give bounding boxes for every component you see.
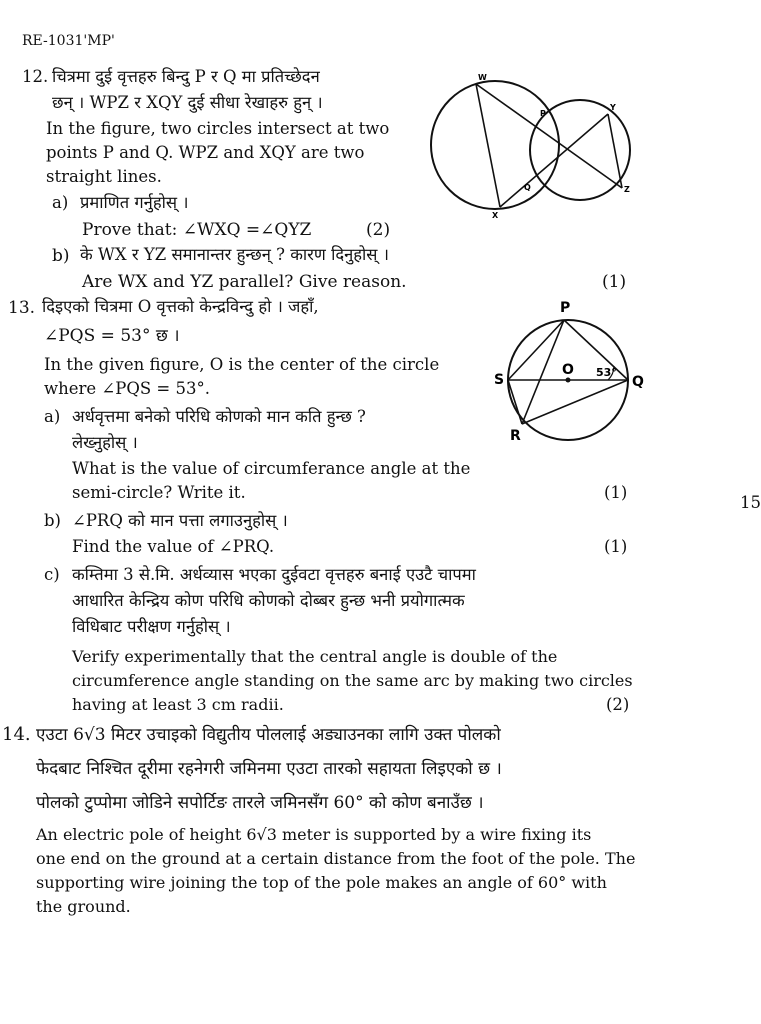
q12-np-line2: छन् । WPZ र XQY दुई सीधा रेखाहरु हुन् ।: [52, 93, 323, 112]
q13-angle-label: 53°: [596, 366, 617, 379]
q12-line-wpz: [476, 84, 622, 188]
q13-b-np: ∠PRQ को मान पत्ता लगाउनुहोस् ।: [72, 511, 288, 530]
q13-c-np1: कम्तिमा 3 से.मि. अर्धव्यास भएका दुईवटा वृत्तहरु बनाई एउटै चापमा: [72, 565, 476, 584]
q12-b-marks: (1): [602, 272, 627, 292]
q13-c-marks: (2): [606, 695, 630, 714]
q12-a-en: Prove that: ∠WXQ =∠QYZ: [82, 220, 312, 240]
q13-a-label: a): [44, 407, 61, 426]
q14-number: 14.: [2, 724, 31, 745]
q12-figure: [420, 70, 640, 230]
q12-np-line1: चित्रमा दुई वृत्तहरु बिन्दु P र Q मा प्रतिच्छेदन: [52, 67, 320, 86]
q12-b-np: के WX र YZ समानान्तर हुन्छन् ? कारण दिनुहोस् ।: [80, 245, 389, 264]
q13-c-np3: विधिबाट परीक्षण गर्नुहोस् ।: [72, 617, 231, 636]
q13-label-p: P: [560, 300, 571, 316]
margin-edge-number: 15: [740, 493, 761, 512]
q12-line-yz: [608, 114, 622, 188]
q12-b-en: Are WX and YZ parallel? Give reason.: [82, 272, 407, 292]
q12-label-q: Q: [524, 183, 531, 192]
q13-c-en3: having at least 3 cm radii.: [72, 695, 284, 714]
q13-figure: [494, 300, 650, 460]
q13-c-en1: Verify experimentally that the central angle is double of the: [72, 647, 558, 666]
q12-label-p: P: [540, 109, 546, 118]
q13-np-line2: ∠PQS = 53° छ ।: [44, 326, 180, 346]
q13-en-line2: where ∠PQS = 53°.: [44, 379, 210, 398]
q14-en-line3: supporting wire joining the top of the pole makes an angle of 60° with: [36, 873, 607, 892]
q12-label-y: Y: [610, 103, 616, 112]
q13-line-rs: [508, 380, 522, 424]
q13-a-en2: semi-circle? Write it.: [72, 483, 246, 502]
q12-number: 12.: [22, 67, 49, 86]
q14-np-line2: फेदबाट निश्चित दूरीमा रहनेगरी जमिनमा एउटा तारको सहायता लिइएको छ ।: [36, 759, 502, 779]
q12-left-circle: [431, 81, 559, 209]
q14-en-line2: one end on the ground at a certain distance from the foot of the pole. The: [36, 849, 636, 868]
q12-en-line3: straight lines.: [46, 167, 162, 186]
q14-en-line4: the ground.: [36, 897, 131, 916]
q12-en-line2: points P and Q. WPZ and XQY are two: [46, 143, 365, 162]
q14-np-line3: पोलको टुप्पोमा जोडिने सपोर्टिङ तारले जमिनसँग 60° को कोण बनाउँछ ।: [36, 793, 484, 813]
q13-np-line1: दिइएको चित्रमा O वृत्तको केन्द्रविन्दु हो । जहाँ,: [42, 297, 319, 316]
q14-en-line1: An electric pole of height 6√3 meter is supported by a wire fixing its: [36, 825, 592, 844]
q12-a-marks: (2): [366, 220, 391, 240]
q13-a-marks: (1): [604, 483, 628, 502]
q13-number: 13.: [8, 298, 36, 318]
q12-label-z: Z: [624, 185, 630, 194]
q13-en-line1: In the given figure, O is the center of the circle: [44, 355, 440, 374]
q13-b-marks: (1): [604, 537, 628, 556]
q13-center-dot: [566, 378, 571, 383]
q13-b-en: Find the value of ∠PRQ.: [72, 537, 275, 556]
q13-a-en1: What is the value of circumferance angle at the: [72, 459, 471, 478]
q13-label-q: Q: [632, 374, 644, 390]
q13-a-np2: लेख्नुहोस् ।: [72, 433, 138, 452]
q13-label-s: S: [494, 372, 505, 388]
q12-en-line1: In the figure, two circles intersect at two: [46, 119, 390, 138]
q12-b-label: b): [52, 246, 70, 266]
paper-code: RE-1031'MP': [22, 33, 115, 49]
q12-label-x: X: [492, 211, 499, 220]
q12-label-w: W: [478, 73, 487, 82]
q13-label-r: R: [510, 428, 521, 444]
q13-c-np2: आधारित केन्द्रिय कोण परिधि कोणको दोब्बर हुन्छ भनी प्रयोगात्मक: [72, 591, 465, 610]
q13-b-label: b): [44, 511, 61, 530]
q13-label-o: O: [562, 362, 574, 378]
q12-line-wx: [476, 84, 500, 207]
q14-np-line1: एउटा 6√3 मिटर उचाइको विद्युतीय पोललाई अड्याउनका लागि उक्त पोलको: [36, 725, 501, 745]
q13-a-np1: अर्धवृत्तमा बनेको परिधि कोणको मान कति हुन्छ ?: [72, 407, 366, 426]
q13-c-en2: circumference angle standing on the same arc by making two circles: [72, 671, 633, 690]
q12-a-label: a): [52, 193, 69, 212]
q13-c-label: c): [44, 565, 60, 584]
q12-a-np: प्रमाणित गर्नुहोस् ।: [80, 193, 189, 212]
